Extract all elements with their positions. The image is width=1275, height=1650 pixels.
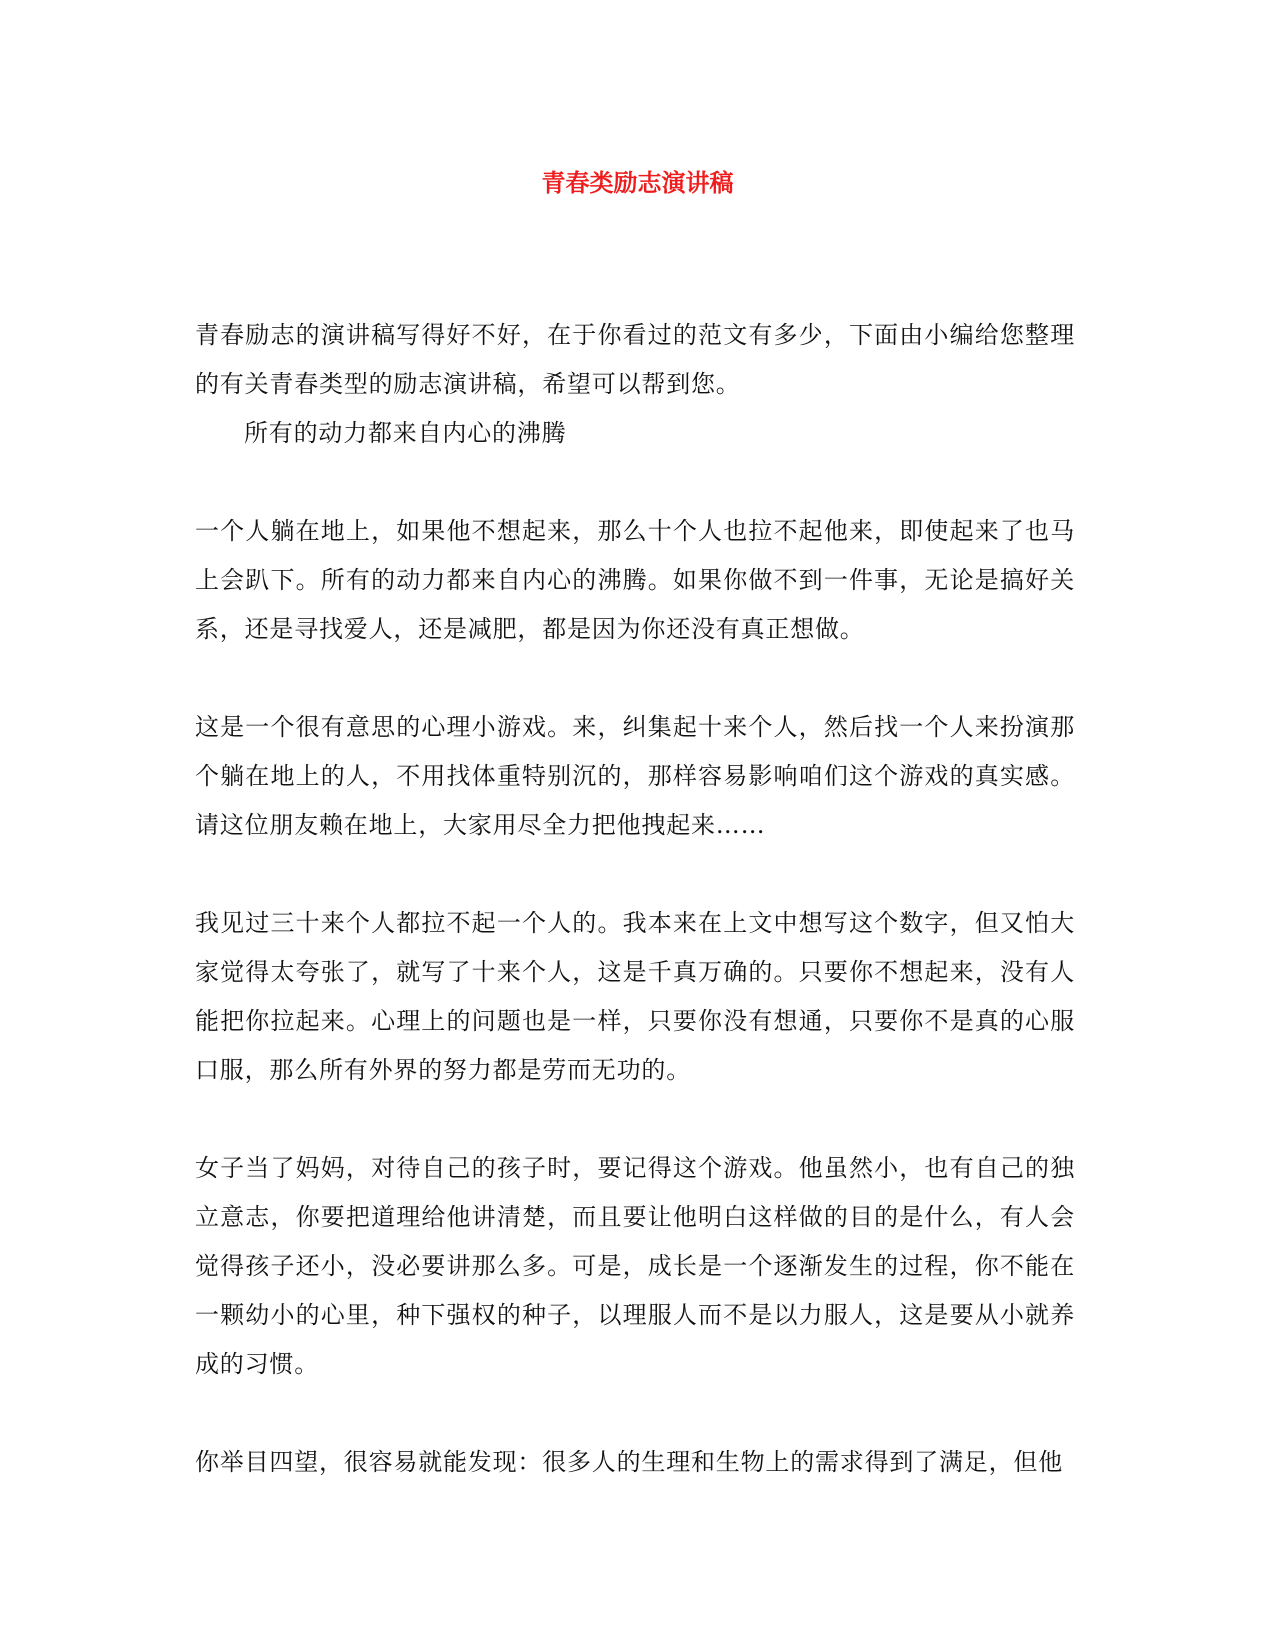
body-paragraph: 女子当了妈妈，对待自己的孩子时，要记得这个游戏。他虽然小，也有自己的独立意志，你要把道理给他讲清楚，而且要让他明白这样做的目的是什么，有人会觉得孩子还小，没必要讲那么多。可是，成长是一个逐渐发生的过程，你不能在一颗幼小的心里，种下强权的种子，以理服人而不是以力服人，这是要从小就养成的习惯。 bbox=[195, 1154, 1075, 1378]
body-paragraph: 你举目四望，很容易就能发现：很多人的生理和生物上的需求得到了满足，但他 bbox=[195, 1448, 1063, 1476]
document-body bbox=[195, 311, 1075, 1487]
document-title: 青春类励志演讲稿 bbox=[541, 168, 734, 197]
body-paragraph: 这是一个很有意思的心理小游戏。来，纠集起十来个人，然后找一个人来扮演那个躺在地上的人，不用找体重特别沉的，那样容易影响咱们这个游戏的真实感。请这位朋友赖在地上，大家用尽全力把他拽起来…… bbox=[195, 713, 1075, 839]
body-paragraph: 一个人躺在地上，如果他不想起来，那么十个人也拉不起他来，即使起来了也马上会趴下。所有的动力都来自内心的沸腾。如果你做不到一件事，无论是搞好关系，还是寻找爱人，还是减肥，都是因为你还没有真正想做。 bbox=[195, 517, 1075, 643]
section-subheading: 所有的动力都来自内心的沸腾 bbox=[244, 419, 567, 447]
intro-paragraph: 青春励志的演讲稿写得好不好，在于你看过的范文有多少，下面由小编给您整理的有关青春类型的励志演讲稿，希望可以帮到您。 bbox=[195, 321, 1075, 398]
body-paragraph: 我见过三十来个人都拉不起一个人的。我本来在上文中想写这个数字，但又怕大家觉得太夸张了，就写了十来个人，这是千真万确的。只要你不想起来，没有人能把你拉起来。心理上的问题也是一样，只要你没有想通，只要你不是真的心服口服，那么所有外界的努力都是劳而无功的。 bbox=[195, 909, 1075, 1084]
